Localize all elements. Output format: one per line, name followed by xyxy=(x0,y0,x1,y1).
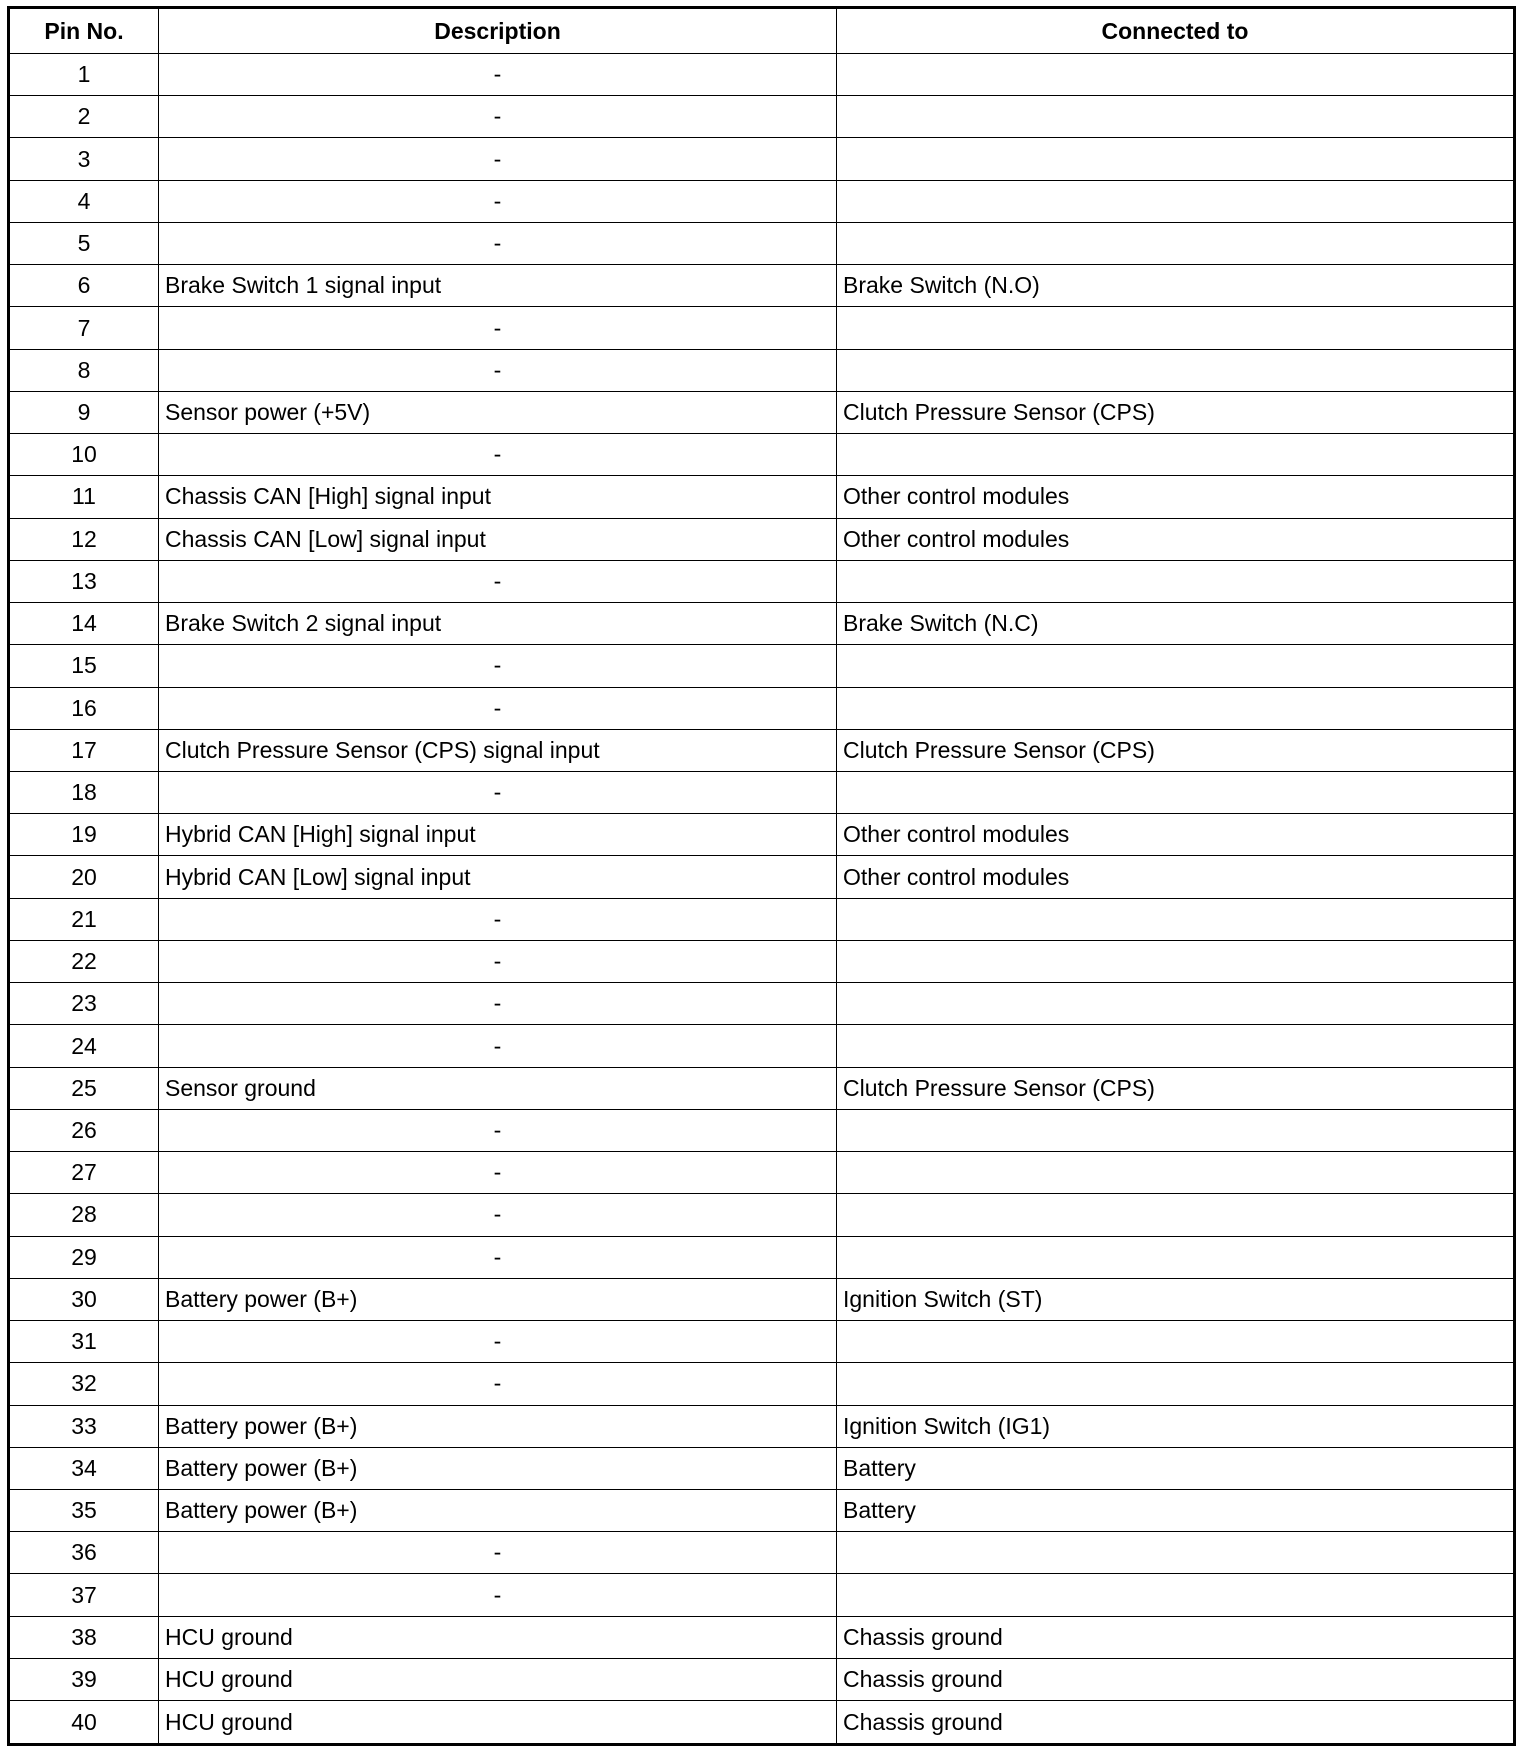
pin-cell: 11 xyxy=(9,476,159,518)
pin-cell: 2 xyxy=(9,96,159,138)
description-cell: - xyxy=(159,307,837,349)
connected-cell xyxy=(837,940,1515,982)
table-row xyxy=(9,180,1515,222)
description-cell: - xyxy=(159,687,837,729)
description-cell: Battery power (B+) xyxy=(159,1489,837,1531)
description-cell: - xyxy=(159,1109,837,1151)
pin-cell: 17 xyxy=(9,729,159,771)
table-row xyxy=(9,560,1515,602)
pin-cell: 8 xyxy=(9,349,159,391)
description-cell: Hybrid CAN [Low] signal input xyxy=(159,856,837,898)
table-row xyxy=(9,1278,1515,1320)
connected-cell: Chassis ground xyxy=(837,1701,1515,1745)
pin-cell: 15 xyxy=(9,645,159,687)
pin-cell: 9 xyxy=(9,391,159,433)
pin-cell: 12 xyxy=(9,518,159,560)
description-cell: Hybrid CAN [High] signal input xyxy=(159,814,837,856)
pin-cell: 24 xyxy=(9,1025,159,1067)
description-cell: - xyxy=(159,1363,837,1405)
table-row xyxy=(9,1363,1515,1405)
pin-cell: 10 xyxy=(9,434,159,476)
pin-cell: 37 xyxy=(9,1574,159,1616)
description-cell: - xyxy=(159,983,837,1025)
table-row xyxy=(9,645,1515,687)
connected-cell xyxy=(837,1321,1515,1363)
table-row xyxy=(9,940,1515,982)
header-row xyxy=(9,8,1515,54)
pin-cell: 28 xyxy=(9,1194,159,1236)
description-cell: - xyxy=(159,1152,837,1194)
connected-cell xyxy=(837,434,1515,476)
table-row xyxy=(9,349,1515,391)
connected-cell xyxy=(837,138,1515,180)
table-row xyxy=(9,265,1515,307)
connected-cell xyxy=(837,1152,1515,1194)
table-row xyxy=(9,434,1515,476)
description-cell: - xyxy=(159,1532,837,1574)
pin-cell: 3 xyxy=(9,138,159,180)
pin-cell: 27 xyxy=(9,1152,159,1194)
pin-cell: 5 xyxy=(9,222,159,264)
description-cell: - xyxy=(159,434,837,476)
table-row xyxy=(9,1236,1515,1278)
connected-cell xyxy=(837,1109,1515,1151)
connected-cell: Other control modules xyxy=(837,856,1515,898)
table-row xyxy=(9,771,1515,813)
connected-cell xyxy=(837,222,1515,264)
table-row xyxy=(9,54,1515,96)
header-description: Description xyxy=(159,8,837,54)
pin-cell: 36 xyxy=(9,1532,159,1574)
table-row xyxy=(9,138,1515,180)
connected-cell xyxy=(837,349,1515,391)
connected-cell xyxy=(837,307,1515,349)
table-row xyxy=(9,603,1515,645)
description-cell: Chassis CAN [Low] signal input xyxy=(159,518,837,560)
table-row xyxy=(9,1532,1515,1574)
connected-cell: Brake Switch (N.C) xyxy=(837,603,1515,645)
table-row xyxy=(9,1489,1515,1531)
connected-cell xyxy=(837,1194,1515,1236)
description-cell: - xyxy=(159,349,837,391)
pin-cell: 7 xyxy=(9,307,159,349)
connected-cell xyxy=(837,645,1515,687)
pin-cell: 25 xyxy=(9,1067,159,1109)
pin-cell: 23 xyxy=(9,983,159,1025)
connected-cell: Brake Switch (N.O) xyxy=(837,265,1515,307)
pin-cell: 40 xyxy=(9,1701,159,1745)
connected-cell: Battery xyxy=(837,1489,1515,1531)
description-cell: - xyxy=(159,96,837,138)
connected-cell xyxy=(837,54,1515,96)
pin-cell: 38 xyxy=(9,1616,159,1658)
pin-cell: 26 xyxy=(9,1109,159,1151)
connected-cell xyxy=(837,1532,1515,1574)
table-row xyxy=(9,96,1515,138)
connected-cell: Battery xyxy=(837,1447,1515,1489)
description-cell: - xyxy=(159,560,837,602)
description-cell: - xyxy=(159,645,837,687)
connected-cell: Clutch Pressure Sensor (CPS) xyxy=(837,729,1515,771)
pin-cell: 30 xyxy=(9,1278,159,1320)
pin-cell: 33 xyxy=(9,1405,159,1447)
pin-cell: 31 xyxy=(9,1321,159,1363)
pin-cell: 22 xyxy=(9,940,159,982)
connected-cell: Other control modules xyxy=(837,814,1515,856)
connected-cell: Other control modules xyxy=(837,518,1515,560)
description-cell: - xyxy=(159,138,837,180)
table-row xyxy=(9,222,1515,264)
table-row xyxy=(9,1025,1515,1067)
connected-cell xyxy=(837,898,1515,940)
description-cell: - xyxy=(159,771,837,813)
description-cell: - xyxy=(159,180,837,222)
connected-cell: Ignition Switch (ST) xyxy=(837,1278,1515,1320)
description-cell: HCU ground xyxy=(159,1701,837,1745)
description-cell: - xyxy=(159,1321,837,1363)
pin-cell: 14 xyxy=(9,603,159,645)
connected-cell: Chassis ground xyxy=(837,1616,1515,1658)
description-cell: - xyxy=(159,54,837,96)
pin-table xyxy=(7,6,1516,1746)
pin-cell: 32 xyxy=(9,1363,159,1405)
table-row xyxy=(9,814,1515,856)
connected-cell xyxy=(837,1025,1515,1067)
table-row xyxy=(9,1109,1515,1151)
description-cell: Clutch Pressure Sensor (CPS) signal input xyxy=(159,729,837,771)
pin-cell: 19 xyxy=(9,814,159,856)
connected-cell xyxy=(837,1574,1515,1616)
table-row xyxy=(9,1152,1515,1194)
description-cell: Sensor power (+5V) xyxy=(159,391,837,433)
description-cell: - xyxy=(159,1236,837,1278)
pin-cell: 1 xyxy=(9,54,159,96)
connected-cell xyxy=(837,1363,1515,1405)
table-row xyxy=(9,856,1515,898)
connected-cell: Ignition Switch (IG1) xyxy=(837,1405,1515,1447)
pin-cell: 4 xyxy=(9,180,159,222)
table-row xyxy=(9,1405,1515,1447)
table-row xyxy=(9,1194,1515,1236)
description-cell: - xyxy=(159,222,837,264)
table-row xyxy=(9,983,1515,1025)
connected-cell: Clutch Pressure Sensor (CPS) xyxy=(837,391,1515,433)
description-cell: Battery power (B+) xyxy=(159,1278,837,1320)
description-cell: - xyxy=(159,1025,837,1067)
table-row xyxy=(9,1321,1515,1363)
connected-cell xyxy=(837,96,1515,138)
table-row xyxy=(9,1701,1515,1745)
table-row xyxy=(9,518,1515,560)
connected-cell xyxy=(837,560,1515,602)
connected-cell xyxy=(837,983,1515,1025)
description-cell: - xyxy=(159,898,837,940)
pin-cell: 20 xyxy=(9,856,159,898)
table-row xyxy=(9,729,1515,771)
table-row xyxy=(9,1658,1515,1700)
connected-cell xyxy=(837,771,1515,813)
description-cell: HCU ground xyxy=(159,1616,837,1658)
pin-cell: 29 xyxy=(9,1236,159,1278)
pin-cell: 16 xyxy=(9,687,159,729)
pin-cell: 13 xyxy=(9,560,159,602)
table-row xyxy=(9,1616,1515,1658)
connected-cell: Chassis ground xyxy=(837,1658,1515,1700)
table-row xyxy=(9,687,1515,729)
description-cell: Battery power (B+) xyxy=(159,1405,837,1447)
pin-cell: 6 xyxy=(9,265,159,307)
pin-cell: 34 xyxy=(9,1447,159,1489)
description-cell: Brake Switch 2 signal input xyxy=(159,603,837,645)
table-row xyxy=(9,1574,1515,1616)
connected-cell: Other control modules xyxy=(837,476,1515,518)
connected-cell xyxy=(837,1236,1515,1278)
pin-cell: 21 xyxy=(9,898,159,940)
connected-cell: Clutch Pressure Sensor (CPS) xyxy=(837,1067,1515,1109)
description-cell: - xyxy=(159,1574,837,1616)
description-cell: Chassis CAN [High] signal input xyxy=(159,476,837,518)
description-cell: HCU ground xyxy=(159,1658,837,1700)
header-connected: Connected to xyxy=(837,8,1515,54)
description-cell: - xyxy=(159,1194,837,1236)
pin-cell: 39 xyxy=(9,1658,159,1700)
pin-cell: 35 xyxy=(9,1489,159,1531)
table-row xyxy=(9,898,1515,940)
connected-cell xyxy=(837,180,1515,222)
table-row xyxy=(9,476,1515,518)
description-cell: Battery power (B+) xyxy=(159,1447,837,1489)
pin-cell: 18 xyxy=(9,771,159,813)
connected-cell xyxy=(837,687,1515,729)
table-row xyxy=(9,391,1515,433)
header-pin: Pin No. xyxy=(9,8,159,54)
description-cell: Sensor ground xyxy=(159,1067,837,1109)
description-cell: - xyxy=(159,940,837,982)
description-cell: Brake Switch 1 signal input xyxy=(159,265,837,307)
table-row xyxy=(9,1067,1515,1109)
table-row xyxy=(9,307,1515,349)
table-row xyxy=(9,1447,1515,1489)
